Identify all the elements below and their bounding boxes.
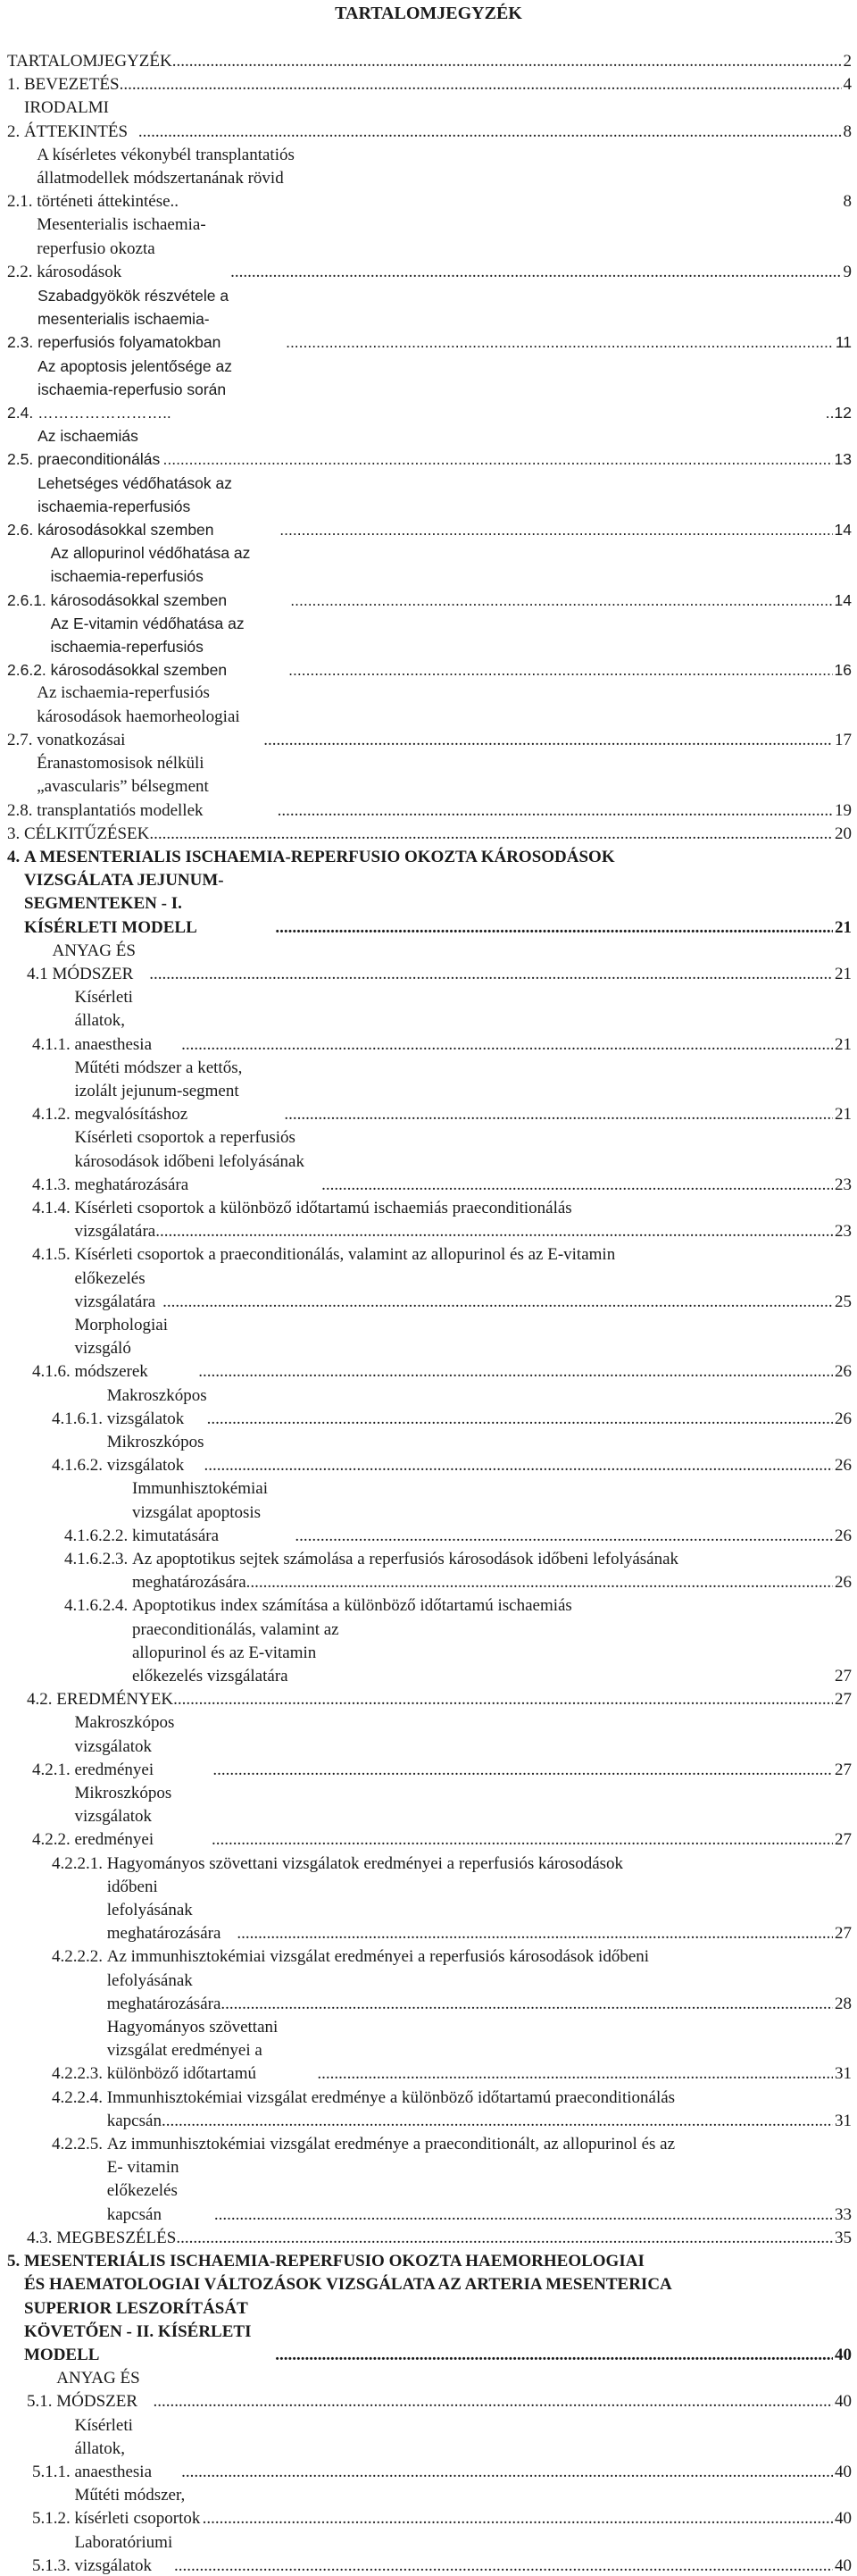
toc-entry[interactable] [0, 1431, 857, 1477]
table-of-contents [0, 50, 857, 2576]
toc-entry-number: 5.1. [27, 2392, 57, 2412]
toc-entry[interactable] [0, 213, 857, 284]
toc-entry-number: 2.6.1. [7, 590, 51, 609]
toc-entry-title: SUPERIOR LESZORÍTÁSÁT KÖVETŐEN - II. KÍSÉRLETI MODELL [24, 2298, 252, 2364]
toc-page-number: 40 [835, 2555, 852, 2575]
toc-page-number: 21 [835, 1105, 852, 1125]
toc-entry-number: 4.2.2.2. [52, 1947, 107, 1967]
toc-entry-number: 4. [7, 847, 24, 866]
toc-entry-title: Apoptotikus index számítása a különböző időtartamú ischaemiás [132, 1596, 572, 1616]
toc-page-number: 17 [835, 730, 852, 749]
toc-entry-number: 5. [7, 2252, 24, 2271]
toc-leader-dots [295, 1525, 833, 1548]
toc-entry-number: 2.7. [7, 730, 37, 749]
toc-page-number: 31 [835, 2111, 852, 2130]
toc-leader-dots [237, 1922, 833, 1945]
toc-entry-title: Mikroszkópos vizsgálatok [106, 1432, 204, 1476]
toc-page-number: 21 [835, 1034, 852, 1054]
toc-leader-dots [162, 1291, 833, 1314]
toc-leader-dots [172, 50, 842, 73]
toc-entry-number: 4.1.3. [32, 1175, 75, 1194]
toc-entry-number: 4.2. [27, 1690, 57, 1710]
toc-entry[interactable] [0, 50, 857, 73]
toc-leader-dots [173, 1688, 833, 1711]
toc-entry-title: Laboratóriumi vizsgálatok [74, 2532, 173, 2575]
toc-entry-title: Az ischaemiás praeconditionálás [37, 427, 161, 469]
toc-leader-dots [275, 2344, 833, 2367]
toc-entry[interactable] [0, 2227, 857, 2250]
toc-entry[interactable] [0, 2273, 857, 2296]
toc-leader-dots [174, 2555, 833, 2576]
toc-page-number: 26 [835, 1526, 852, 1545]
toc-leader-dots [284, 1103, 833, 1126]
toc-entry[interactable] [0, 2016, 857, 2087]
toc-leader-dots [212, 1828, 833, 1852]
toc-leader-dots [162, 447, 832, 471]
toc-entry-number: 5.1.2. [32, 2509, 75, 2529]
toc-entry-title: A MESENTERIALIS ISCHAEMIA-REPERFUSIO OKOZTA KÁROSODÁSOK [24, 847, 615, 866]
toc-page-number: 16 [834, 661, 852, 680]
toc-entry-number: 2.6. [7, 521, 38, 539]
toc-entry[interactable] [0, 472, 857, 542]
toc-entry-title: Kísérleti csoportok a különböző időtartamú ischaemiás praeconditionálás [74, 1198, 572, 1217]
toc-entry-number: 2.4. [7, 404, 38, 422]
toc-entry[interactable] [0, 1314, 857, 1384]
toc-entry[interactable] [0, 1618, 857, 1689]
toc-leader-dots [204, 1454, 833, 1477]
toc-leader-dots [317, 2062, 833, 2086]
toc-entry-title: Mikroszkópos vizsgálatok eredményei [74, 1784, 172, 1850]
toc-leader-dots [220, 1993, 833, 2016]
toc-entry[interactable] [0, 1477, 857, 1548]
toc-page-number: 23 [835, 1175, 852, 1194]
toc-page-number: 33 [835, 2204, 852, 2224]
toc-entry[interactable] [0, 612, 857, 682]
toc-entry[interactable] [0, 846, 857, 869]
toc-entry[interactable] [0, 1243, 857, 1267]
toc-leader-dots [203, 2507, 833, 2530]
toc-leader-dots [176, 2227, 833, 2250]
toc-page-number: 20 [835, 824, 852, 843]
toc-entry-title: Immunhisztokémiai vizsgálat eredménye a különböző időtartamú praeconditionálás [106, 2087, 676, 2107]
toc-entry-title: BEVEZETÉS [24, 75, 120, 95]
toc-leader-dots [263, 729, 833, 752]
toc-page-number: 31 [835, 2064, 852, 2084]
toc-page-number: 14 [834, 590, 852, 609]
toc-page-number: 9 [843, 262, 852, 281]
toc-leader-dots [214, 2204, 833, 2227]
toc-entry-title: előkezelés vizsgálatára [74, 1268, 156, 1311]
toc-entry[interactable] [0, 1782, 857, 1853]
toc-entry-title: Az apoptotikus sejtek számolása a reperfusiós károsodások időbeni lefolyásának [132, 1550, 679, 1568]
toc-entry[interactable] [0, 823, 857, 846]
toc-leader-dots [181, 1033, 833, 1057]
toc-entry-title: Az E-vitamin védőhatása az ischaemia-reperfusiós károsodásokkal szemben [50, 614, 245, 680]
toc-entry[interactable] [0, 2531, 857, 2576]
toc-entry-number: 3. [7, 824, 24, 843]
toc-entry-title: Hagyományos szövettani vizsgálat eredményei a különböző időtartamú [106, 2018, 279, 2084]
toc-entry[interactable] [0, 1853, 857, 1876]
toc-entry-title: Műtéti módszer a kettős, izolált jejunum-segment megvalósításhoz [74, 1058, 243, 1125]
toc-entry[interactable] [0, 1876, 857, 1946]
toc-leader-dots [207, 1408, 833, 1431]
toc-entry-number: 2.3. [7, 333, 38, 352]
toc-entry-number: 2.8. [7, 800, 37, 820]
toc-page-number: 21 [835, 964, 852, 983]
toc-page-number: 28 [835, 1994, 852, 2013]
toc-leader-dots [278, 799, 833, 823]
toc-entry-number: 2.5. [7, 450, 38, 469]
toc-entry[interactable] [0, 1548, 857, 1571]
toc-entry[interactable] [0, 2250, 857, 2273]
toc-entry-number: 4.2.2.4. [52, 2087, 107, 2107]
toc-entry-title: Mesenterialis ischaemia-reperfusio okozta károsodások [37, 215, 206, 281]
toc-entry-number: 4.1.6.2. [52, 1456, 107, 1476]
toc-entry-number: 4.1.1. [32, 1034, 75, 1054]
toc-entry[interactable] [0, 2414, 857, 2485]
toc-entry-title: lefolyásának meghatározására [106, 1970, 221, 2013]
toc-entry[interactable] [0, 1688, 857, 1711]
toc-page-number: 40 [835, 2392, 852, 2412]
toc-entry[interactable] [0, 1711, 857, 1782]
toc-page-number: 27 [835, 1830, 852, 1850]
toc-entry-title: Műtéti módszer, kísérleti csoportok [74, 2486, 201, 2529]
toc-leader-dots [120, 73, 842, 96]
toc-entry[interactable] [0, 144, 857, 214]
toc-entry[interactable] [0, 2133, 857, 2156]
toc-entry[interactable] [0, 2484, 857, 2530]
toc-entry[interactable] [0, 1267, 857, 1314]
toc-entry-number: 4.1.5. [32, 1245, 75, 1265]
toc-entry-title: Kísérleti állatok, anaesthesia [74, 2415, 153, 2481]
toc-entry-title: IRODALMI ÁTTEKINTÉS [24, 98, 129, 141]
toc-entry[interactable] [0, 284, 857, 355]
toc-page-number: 27 [835, 1760, 852, 1779]
toc-entry-number: 2. [7, 121, 24, 141]
toc-page-number: 26 [835, 1456, 852, 1476]
toc-entry-title: Morphologiai vizsgáló módszerek [74, 1315, 168, 1382]
toc-entry-number: 4.1.6. [32, 1362, 75, 1382]
toc-entry-number: 1. [7, 75, 24, 95]
toc-leader-dots [155, 1220, 833, 1243]
toc-entry-number: 4.1.6.2.4. [64, 1596, 132, 1616]
toc-page-number: 11 [835, 333, 852, 352]
toc-page-number: 25 [835, 1292, 852, 1311]
toc-entry-title: TARTALOMJEGYZÉK [7, 52, 172, 71]
toc-entry-title: Az apoptosis jelentősége az ischaemia-reperfusio során …………………….. [37, 356, 232, 422]
toc-leader-dots [275, 916, 833, 940]
toc-entry-title: Lehetséges védőhatások az ischaemia-reperfusiós károsodásokkal szemben [37, 473, 233, 539]
toc-page-number: 26 [835, 1573, 852, 1593]
toc-page-number: 27 [835, 1690, 852, 1710]
toc-entry-title: időbeni lefolyásának meghatározására [106, 1877, 221, 1944]
toc-leader-dots: …………………….. [37, 404, 171, 422]
toc-page-number: 4 [843, 75, 852, 95]
toc-entry[interactable] [0, 752, 857, 823]
toc-leader-dots [153, 2390, 833, 2413]
toc-entry[interactable] [0, 2110, 857, 2133]
toc-entry[interactable] [0, 1220, 857, 1243]
toc-entry[interactable] [0, 682, 857, 752]
toc-entry[interactable] [0, 1384, 857, 1431]
toc-page-number: 8 [843, 192, 852, 212]
toc-leader-dots [149, 963, 833, 986]
toc-leader-dots [286, 330, 834, 354]
toc-entry-title: vizsgálatára [74, 1222, 156, 1242]
toc-page-number: ..12 [825, 404, 852, 422]
toc-entry-number: 4.1.6.2.2. [64, 1526, 132, 1545]
toc-entry-title: Makroszkópos vizsgálatok [106, 1385, 207, 1428]
toc-entry-title: Az allopurinol védőhatása az ischaemia-reperfusiós károsodásokkal szemben [50, 544, 251, 609]
toc-leader-dots [290, 589, 832, 612]
toc-leader-dots [288, 658, 832, 682]
toc-page-number: 35 [835, 2228, 852, 2247]
toc-entry[interactable] [0, 1197, 857, 1220]
toc-entry-number: 4.2.2.1. [52, 1853, 107, 1873]
toc-entry[interactable] [0, 1594, 857, 1618]
toc-entry-title: ÉS HAEMATOLOGIAI VÁLTOZÁSOK VIZSGÁLATA AZ ARTERIA MESENTERICA [24, 2275, 672, 2295]
toc-entry-title: MEGBESZÉLÉS [56, 2228, 177, 2247]
toc-entry-number: 2.6.2. [7, 661, 51, 680]
toc-entry[interactable] [0, 986, 857, 1057]
toc-page-number: 19 [835, 800, 852, 820]
toc-entry-number: 4.2.2. [32, 1830, 75, 1850]
toc-entry[interactable] [0, 96, 857, 143]
toc-page-number: 13 [834, 450, 852, 469]
toc-entry-number: 2.1. [7, 192, 37, 212]
toc-entry[interactable] [0, 1126, 857, 1197]
toc-entry-title: EREDMÉNYEK [56, 1690, 174, 1710]
toc-entry[interactable] [0, 869, 857, 940]
toc-page-number: 40 [835, 2462, 852, 2481]
toc-entry[interactable] [0, 1571, 857, 1594]
toc-page-number: 26 [835, 1409, 852, 1428]
toc-entry-title: Szabadgyökök részvétele a mesenterialis ischaemia-reperfusiós folyamatokban [37, 287, 229, 352]
toc-leader-dots [149, 823, 833, 846]
toc-leader-dots [321, 1174, 833, 1197]
toc-leader-dots [181, 2461, 833, 2484]
toc-entry[interactable] [0, 541, 857, 612]
toc-page-number: 40 [835, 2509, 852, 2529]
toc-entry[interactable] [0, 355, 857, 425]
toc-entry-number: 5.1.3. [32, 2555, 75, 2575]
toc-entry-number: 2.2. [7, 262, 37, 281]
toc-entry-title: Makroszkópos vizsgálatok eredményei [74, 1713, 175, 1779]
toc-leader-dots [212, 1759, 833, 1782]
toc-entry[interactable] [0, 1945, 857, 1969]
toc-leader-dots [198, 1360, 833, 1384]
toc-entry-number: 4.1.6.1. [52, 1409, 107, 1428]
toc-entry[interactable] [0, 1970, 857, 2016]
toc-entry-title: Kísérleti csoportok a praeconditionálás, valamint az allopurinol és az E-vitamin [74, 1245, 616, 1265]
toc-entry[interactable] [0, 2156, 857, 2227]
toc-entry-number: 4.2.2.3. [52, 2064, 107, 2084]
toc-leader-dots [138, 121, 842, 144]
toc-entry-title: E- vitamin előkezelés kapcsán [106, 2158, 179, 2224]
toc-page-number: 40 [835, 2345, 852, 2364]
toc-entry-title: meghatározására [132, 1573, 246, 1593]
toc-page-number: 27 [835, 1667, 852, 1686]
toc-page-number: 26 [835, 1362, 852, 1382]
toc-entry-title: CÉLKITŰZÉSEK [24, 824, 150, 843]
toc-entry-title: VIZSGÁLATA JEJUNUM-SEGMENTEKEN - I. KÍSÉRLETI MODELL [24, 871, 224, 937]
toc-page-number: 27 [835, 1924, 852, 1944]
toc-entry-title: Kísérleti csoportok a reperfusiós károsodások időbeni lefolyásának meghatározására [74, 1128, 304, 1194]
toc-leader-dots [162, 2110, 833, 2133]
toc-entry-number: 4.2.1. [32, 1760, 75, 1779]
toc-entry-number: 4.1 [27, 964, 53, 983]
toc-entry[interactable] [0, 940, 857, 986]
toc-page-number: 23 [835, 1222, 852, 1242]
toc-entry-number: 4.1.6.2.3. [64, 1550, 132, 1568]
toc-entry-title: kapcsán [106, 2111, 162, 2130]
toc-entry-title: MESENTERIÁLIS ISCHAEMIA-REPERFUSIO OKOZTA HAEMORHEOLOGIAI [24, 2252, 645, 2271]
toc-entry-number: 4.1.2. [32, 1105, 75, 1125]
toc-entry-title: ANYAG ÉS MÓDSZER [56, 2369, 140, 2412]
toc-entry-number: 4.2.2.5. [52, 2135, 107, 2154]
toc-entry-number: 4.1.4. [32, 1198, 75, 1217]
toc-entry-title: Az ischaemia-reperfusiós károsodások haemorheologiai vonatkozásai [37, 683, 240, 749]
toc-entry-title: ANYAG ÉS MÓDSZER [52, 941, 136, 983]
toc-leader-dots [279, 518, 832, 541]
toc-entry-title: Az immunhisztokémiai vizsgálat eredménye a praeconditionált, az allopurinol és az [106, 2135, 676, 2154]
toc-entry[interactable] [0, 2367, 857, 2413]
toc-entry-number: 4.3. [27, 2228, 57, 2247]
toc-entry[interactable] [0, 1057, 857, 1127]
toc-page-number: 8 [843, 121, 852, 141]
toc-entry[interactable] [0, 424, 857, 471]
toc-entry-title: Éranastomosisok nélküli „avascularis” bélsegment transplantatiós modellek [37, 754, 209, 820]
toc-page-number: 14 [834, 521, 852, 539]
toc-entry-title: Immunhisztokémiai vizsgálat apoptosis kimutatására [132, 1479, 268, 1545]
page-title: TARTALOMJEGYZÉK [335, 4, 522, 23]
toc-entry-title: A kísérletes vékonybél transplantatiós állatmodellek módszertanának rövid történeti áttekintése.. [37, 145, 295, 212]
toc-leader-dots [230, 261, 841, 284]
toc-page-number: 2 [843, 52, 852, 71]
toc-leader-dots [246, 1571, 833, 1594]
toc-entry[interactable] [0, 2087, 857, 2110]
toc-entry-title: Hagyományos szövettani vizsgálatok eredményei a reperfusiós károsodások [106, 1853, 624, 1873]
toc-entry-title: Az immunhisztokémiai vizsgálat eredményei a reperfusiós károsodások időbeni [106, 1947, 650, 1967]
toc-entry-title: praeconditionálás, valamint az allopurinol és az E-vitamin előkezelés vizsgálatára [132, 1619, 339, 1686]
toc-entry[interactable] [0, 2297, 857, 2368]
toc-entry-title: Kísérleti állatok, anaesthesia [74, 988, 153, 1054]
toc-page-number: 21 [835, 917, 852, 937]
toc-entry-number: 5.1.1. [32, 2462, 75, 2481]
toc-entry[interactable] [0, 73, 857, 96]
